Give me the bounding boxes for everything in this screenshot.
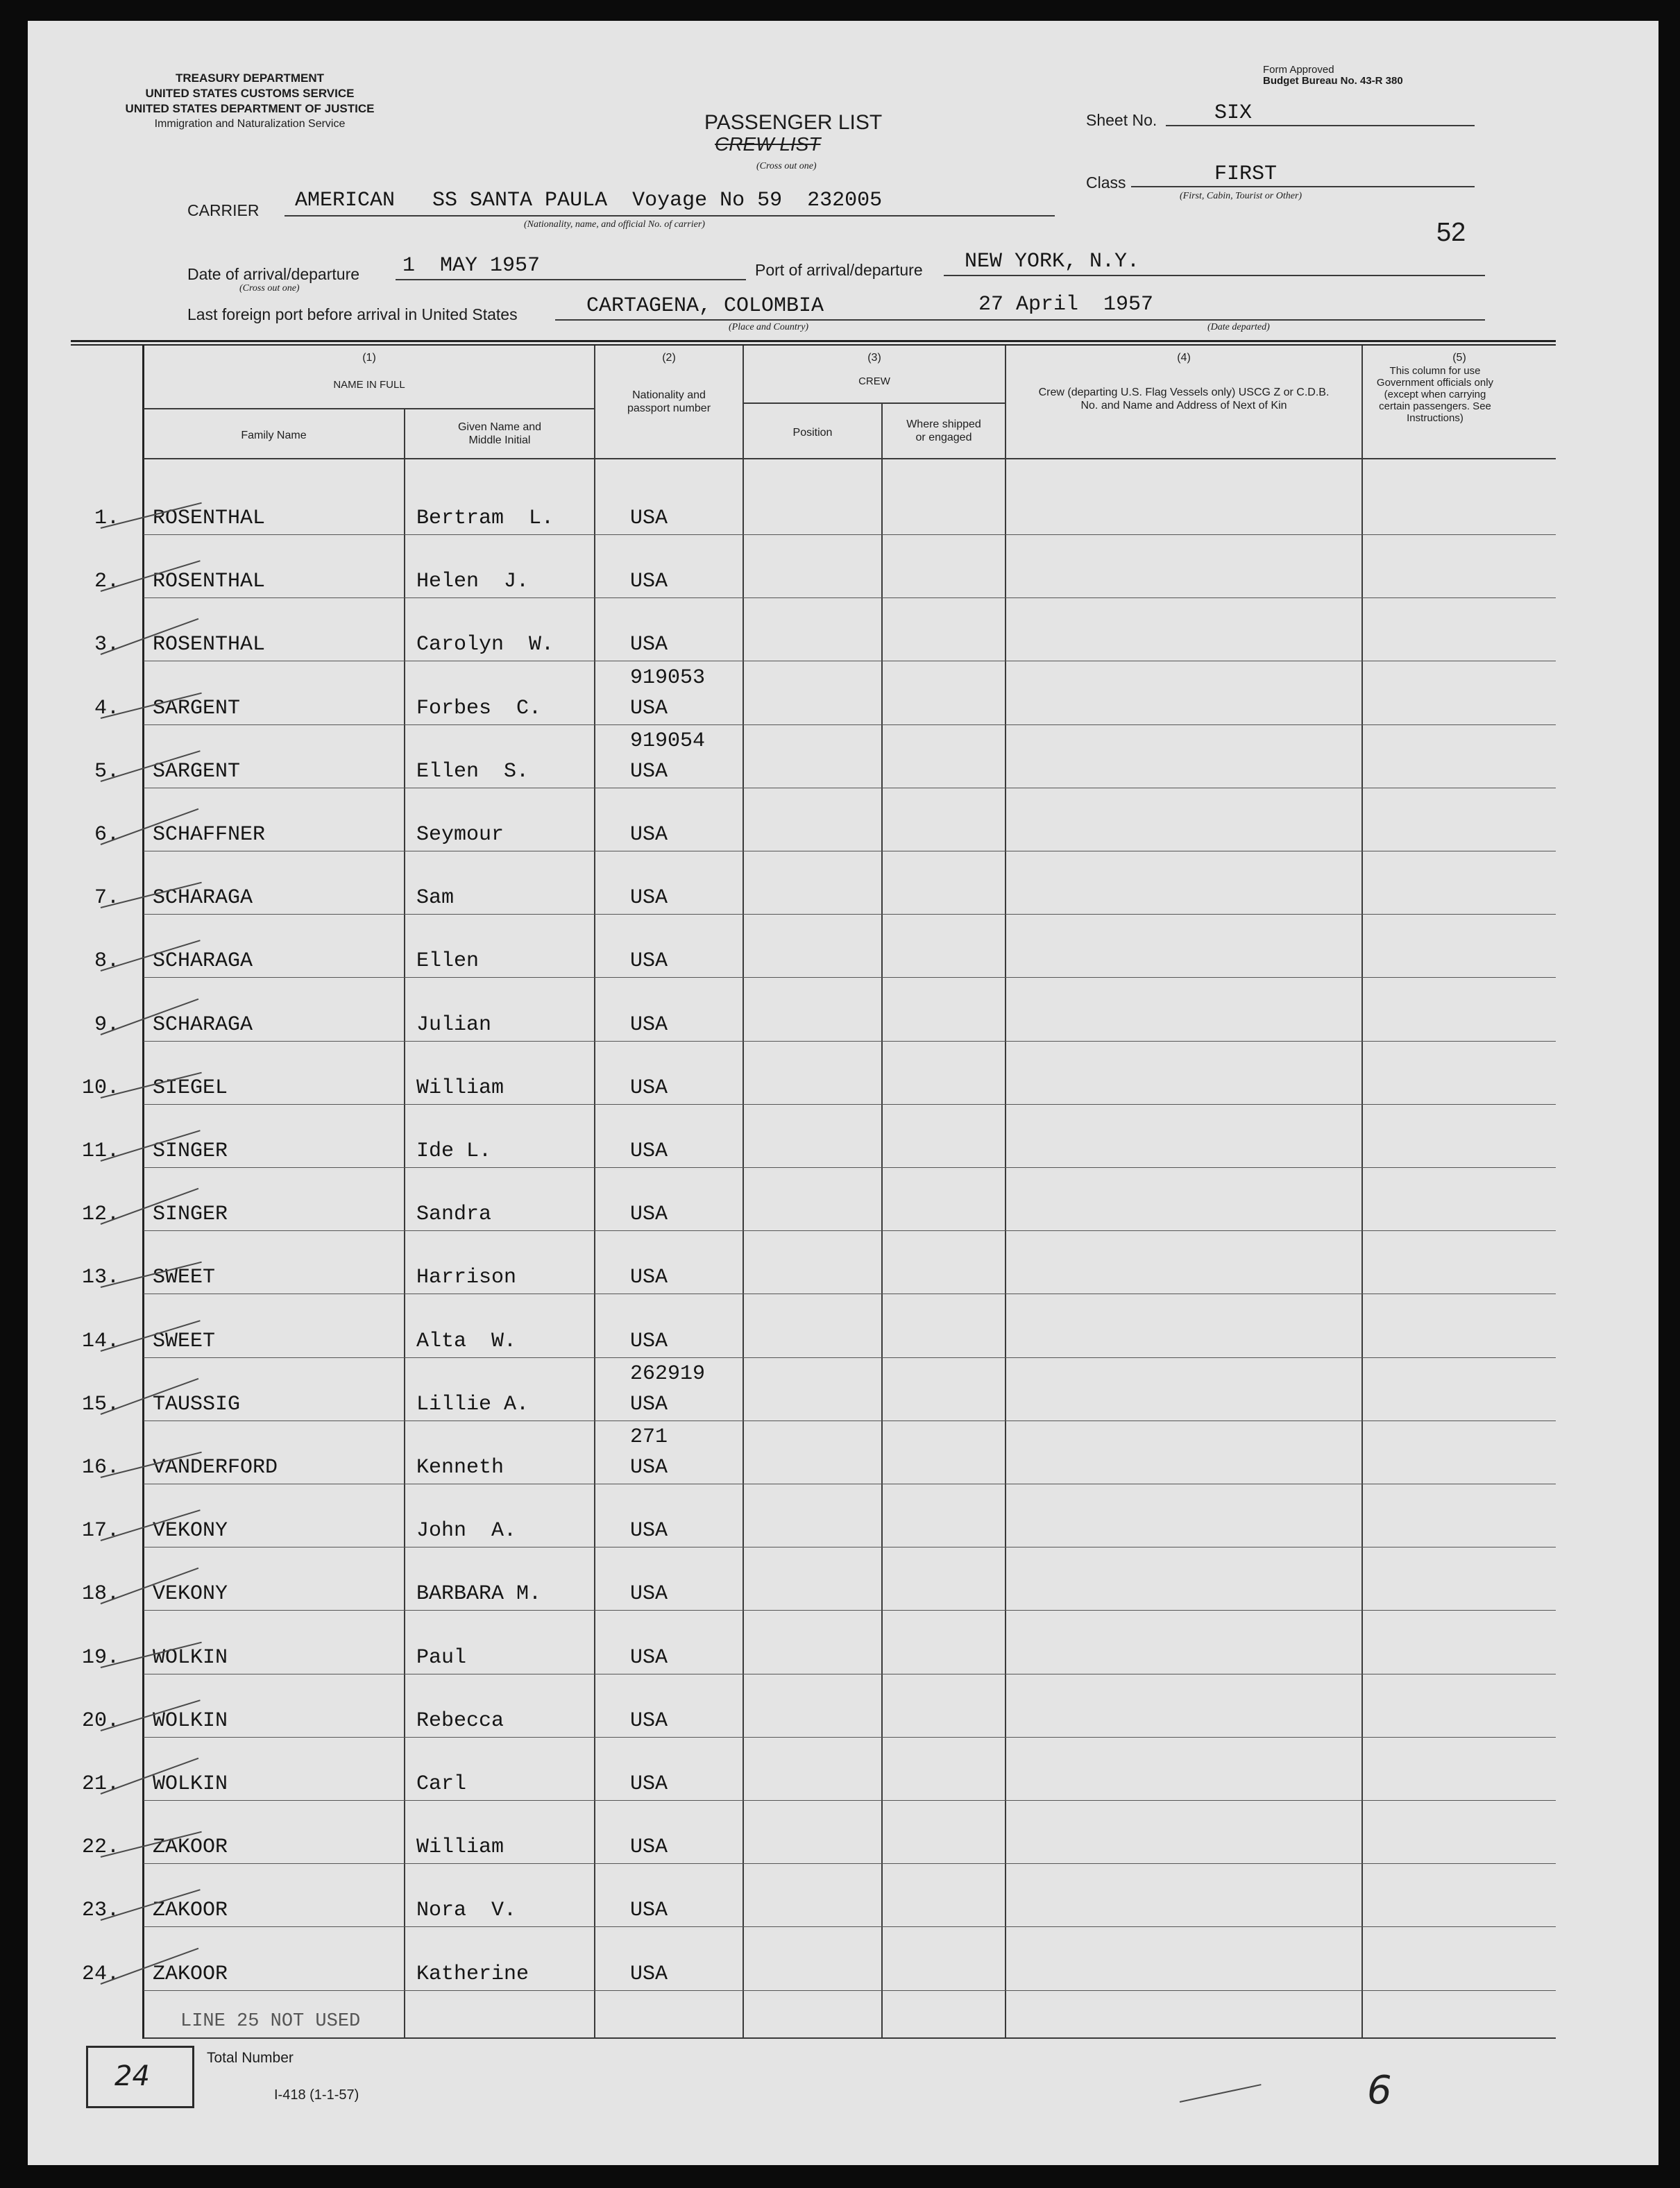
col-crew-rule bbox=[743, 346, 744, 2039]
family-name: TAUSSIG bbox=[153, 1392, 241, 1416]
col-given-header: Given Name and Middle Initial bbox=[457, 421, 542, 446]
last-port-label: Last foreign port before arrival in United States bbox=[187, 305, 518, 323]
col-family-header: Family Name bbox=[241, 430, 307, 441]
table-left-rule bbox=[142, 346, 144, 2039]
family-name: SCHARAGA bbox=[153, 1012, 253, 1037]
nationality: USA bbox=[630, 696, 668, 720]
passport-number: 919054 bbox=[630, 729, 706, 753]
date-value: 1 MAY 1957 bbox=[402, 254, 541, 278]
col1-title: NAME IN FULL bbox=[333, 379, 405, 391]
row-number: 24. bbox=[81, 1962, 119, 1986]
given-name: Julian bbox=[416, 1012, 492, 1037]
row-rule bbox=[144, 534, 1556, 535]
given-name: William bbox=[416, 1835, 504, 1860]
given-name: Sandra bbox=[416, 1203, 492, 1227]
crossed-title-text: CREW LIST bbox=[715, 133, 821, 155]
nationality: USA bbox=[630, 1708, 668, 1733]
row-number: 14. bbox=[81, 1329, 119, 1353]
nationality: USA bbox=[630, 1519, 668, 1543]
given-name: Carl bbox=[416, 1772, 467, 1796]
nationality: USA bbox=[630, 1456, 668, 1479]
passenger-list-form bbox=[28, 21, 1658, 2165]
col2-number: (2) bbox=[662, 352, 676, 364]
col5-number: (5) bbox=[1452, 352, 1466, 364]
family-name: SIEGEL bbox=[153, 1076, 228, 1100]
port-label: Port of arrival/departure bbox=[755, 261, 923, 279]
nationality: USA bbox=[630, 949, 668, 974]
row-number: 1. bbox=[94, 507, 119, 530]
row-rule bbox=[144, 977, 1556, 978]
carrier-note: (Nationality, name, and official No. of carrier) bbox=[524, 219, 705, 230]
row-number: 20. bbox=[81, 1708, 119, 1733]
header-bottom-rule bbox=[144, 458, 1556, 459]
row-rule bbox=[144, 1737, 1556, 1738]
family-name: SCHARAGA bbox=[153, 886, 253, 910]
last-port-underline bbox=[555, 319, 1485, 321]
carrier-underline bbox=[285, 215, 1055, 217]
header-name-subrule bbox=[144, 408, 595, 409]
row-rule bbox=[144, 1926, 1556, 1927]
carrier-label: CARRIER bbox=[187, 201, 260, 219]
nationality: USA bbox=[630, 1645, 668, 1670]
page-number: 52 bbox=[1436, 218, 1466, 247]
col4-number: (4) bbox=[1177, 352, 1191, 364]
family-name: ROSENTHAL bbox=[153, 633, 266, 657]
row-rule bbox=[144, 1800, 1556, 1801]
family-name: VEKONY bbox=[153, 1519, 228, 1543]
nationality: USA bbox=[630, 1076, 668, 1100]
table-top-rule bbox=[71, 340, 1556, 342]
last-port-value: CARTAGENA, COLOMBIA bbox=[586, 294, 824, 318]
department-line: UNITED STATES DEPARTMENT OF JUSTICE bbox=[125, 102, 375, 115]
row-rule bbox=[144, 724, 1556, 725]
total-value: 24 bbox=[114, 2060, 150, 2092]
date-departed-value: 27 April 1957 bbox=[978, 293, 1154, 316]
nationality: USA bbox=[630, 633, 668, 657]
class-value: FIRST bbox=[1214, 162, 1278, 186]
last-port-note: (Place and Country) bbox=[729, 322, 809, 332]
row-number: 5. bbox=[94, 759, 119, 783]
given-name: Rebecca bbox=[416, 1708, 504, 1733]
family-name: WOLKIN bbox=[153, 1645, 228, 1670]
family-name: ROSENTHAL bbox=[153, 507, 266, 530]
class-label: Class bbox=[1086, 173, 1126, 192]
col-position-header: Position bbox=[792, 427, 833, 439]
form-number: I-418 (1-1-57) bbox=[274, 2087, 359, 2103]
nationality: USA bbox=[630, 1772, 668, 1796]
family-name: WOLKIN bbox=[153, 1772, 228, 1796]
given-name: Paul bbox=[416, 1645, 467, 1670]
nationality: USA bbox=[630, 1139, 668, 1163]
nationality: USA bbox=[630, 507, 668, 530]
given-name: Seymour bbox=[416, 823, 504, 847]
row-rule bbox=[144, 1167, 1556, 1168]
row-number: 3. bbox=[94, 633, 119, 657]
date-label: Date of arrival/departure bbox=[187, 265, 360, 283]
given-name: William bbox=[416, 1076, 504, 1100]
row-number: 18. bbox=[81, 1582, 119, 1606]
department-line: TREASURY DEPARTMENT bbox=[175, 71, 325, 85]
nationality: USA bbox=[630, 823, 668, 847]
given-name: Forbes C. bbox=[416, 696, 542, 720]
given-name: Ellen bbox=[416, 949, 480, 974]
department-block bbox=[69, 71, 430, 132]
row-number: 19. bbox=[81, 1645, 119, 1670]
row-number: 15. bbox=[81, 1392, 119, 1416]
department-line: Immigration and Naturalization Service bbox=[154, 118, 346, 130]
col4-title: Crew (departing U.S. Flag Vessels only) USCG Z or C.D.B. No. and Name and Address of Next of Kin bbox=[1038, 387, 1330, 412]
row-rule bbox=[144, 1990, 1556, 1991]
col1-number: (1) bbox=[362, 352, 376, 364]
port-underline bbox=[944, 275, 1485, 276]
table-top-rule-2 bbox=[71, 344, 1556, 346]
col-where-rule bbox=[881, 404, 883, 2039]
row-rule bbox=[144, 597, 1556, 598]
family-name: SARGENT bbox=[153, 759, 241, 783]
family-name: WOLKIN bbox=[153, 1708, 228, 1733]
given-name: Helen J. bbox=[416, 570, 529, 594]
given-name: Harrison bbox=[416, 1266, 517, 1290]
row-number: 17. bbox=[81, 1519, 119, 1543]
nationality: USA bbox=[630, 570, 668, 594]
col-kin-rule bbox=[1005, 346, 1006, 2039]
handwritten-number: 6 bbox=[1367, 2068, 1392, 2113]
family-name: ZAKOOR bbox=[153, 1962, 228, 1986]
nationality: USA bbox=[630, 1329, 668, 1353]
row-rule bbox=[144, 1104, 1556, 1105]
row-rule bbox=[144, 1041, 1556, 1042]
budget-bureau-label: Budget Bureau No. 43-R 380 bbox=[1263, 75, 1403, 87]
nationality: USA bbox=[630, 1392, 668, 1416]
row-rule bbox=[144, 1610, 1556, 1611]
given-name: Nora V. bbox=[416, 1899, 517, 1923]
col2-title: Nationality and passport number bbox=[627, 389, 711, 414]
row-number: 2. bbox=[94, 570, 119, 594]
given-name: Sam bbox=[416, 886, 455, 910]
sheet-value: SIX bbox=[1214, 101, 1253, 125]
family-name: ROSENTHAL bbox=[153, 570, 266, 594]
row-number: 21. bbox=[81, 1772, 119, 1796]
date-underline bbox=[396, 279, 746, 280]
row-number: 10. bbox=[81, 1076, 119, 1100]
row-number: 22. bbox=[81, 1835, 119, 1860]
row-number: 9. bbox=[94, 1012, 119, 1037]
family-name: SARGENT bbox=[153, 696, 241, 720]
nationality: USA bbox=[630, 1012, 668, 1037]
passport-number: 262919 bbox=[630, 1362, 706, 1386]
given-name: Bertram L. bbox=[416, 507, 554, 530]
nationality: USA bbox=[630, 1899, 668, 1923]
date-note: (Cross out one) bbox=[239, 283, 300, 294]
col3-number: (3) bbox=[867, 352, 881, 364]
row-number: 12. bbox=[81, 1203, 119, 1227]
row-rule bbox=[144, 1230, 1556, 1231]
form-approved-label: Form Approved bbox=[1263, 64, 1334, 76]
given-name: Alta W. bbox=[416, 1329, 517, 1353]
nationality: USA bbox=[630, 1835, 668, 1860]
row-number: 8. bbox=[94, 949, 119, 974]
header-crew-subrule bbox=[743, 402, 1005, 404]
given-name: Kenneth bbox=[416, 1456, 504, 1479]
given-name: Lillie A. bbox=[416, 1392, 529, 1416]
sheet-label: Sheet No. bbox=[1086, 111, 1157, 129]
row-number: 7. bbox=[94, 886, 119, 910]
family-name: SCHARAGA bbox=[153, 949, 253, 974]
family-name: VEKONY bbox=[153, 1582, 228, 1606]
row-number: 11. bbox=[81, 1139, 119, 1163]
nationality: USA bbox=[630, 1266, 668, 1290]
footer-pen-stroke bbox=[1180, 2084, 1262, 2103]
family-name: ZAKOOR bbox=[153, 1899, 228, 1923]
total-label: Total Number bbox=[207, 2050, 294, 2066]
nationality: USA bbox=[630, 1203, 668, 1227]
row-rule bbox=[144, 914, 1556, 915]
nationality: USA bbox=[630, 1582, 668, 1606]
family-name: SINGER bbox=[153, 1203, 228, 1227]
family-name: ZAKOOR bbox=[153, 1835, 228, 1860]
row-number: 6. bbox=[94, 823, 119, 847]
col-where-header: Where shipped or engaged bbox=[906, 418, 981, 443]
row-number: 16. bbox=[81, 1456, 119, 1479]
class-underline bbox=[1131, 186, 1475, 187]
row-rule bbox=[144, 1863, 1556, 1864]
family-name: SWEET bbox=[153, 1329, 216, 1353]
family-name: VANDERFORD bbox=[153, 1456, 278, 1479]
port-value: NEW YORK, N.Y. bbox=[965, 250, 1140, 273]
family-name: SCHAFFNER bbox=[153, 823, 266, 847]
col-given-rule bbox=[404, 409, 405, 2039]
col-official-rule bbox=[1361, 346, 1363, 2039]
nationality: USA bbox=[630, 886, 668, 910]
col3-title: CREW bbox=[858, 375, 890, 387]
row-number: 13. bbox=[81, 1266, 119, 1290]
passport-number: 271 bbox=[630, 1425, 668, 1449]
sheet-underline bbox=[1166, 125, 1475, 126]
nationality: USA bbox=[630, 759, 668, 783]
nationality: USA bbox=[630, 1962, 668, 1986]
page-title: PASSENGER LIST bbox=[704, 111, 883, 134]
given-name: BARBARA M. bbox=[416, 1582, 542, 1606]
family-name: SWEET bbox=[153, 1266, 216, 1290]
row-number: 4. bbox=[94, 696, 119, 720]
col5-title: This column for use Government officials only (except when carrying certain passengers. See Instructions) bbox=[1376, 365, 1494, 424]
total-box bbox=[86, 2046, 194, 2108]
given-name: Carolyn W. bbox=[416, 633, 554, 657]
carrier-value: AMERICAN SS SANTA PAULA Voyage No 59 232005 bbox=[295, 189, 883, 212]
date-departed-note: (Date departed) bbox=[1207, 322, 1270, 332]
line-25-note: LINE 25 NOT USED bbox=[180, 2011, 361, 2032]
col-nat-rule bbox=[594, 346, 595, 2039]
department-line: UNITED STATES CUSTOMS SERVICE bbox=[145, 87, 355, 100]
given-name: Ellen S. bbox=[416, 759, 529, 783]
family-name: SINGER bbox=[153, 1139, 228, 1163]
row-rule bbox=[144, 1357, 1556, 1358]
given-name: Katherine bbox=[416, 1962, 529, 1986]
crossed-title bbox=[715, 133, 820, 155]
class-note: (First, Cabin, Tourist or Other) bbox=[1180, 191, 1303, 201]
given-name: John A. bbox=[416, 1519, 517, 1543]
passport-number: 919053 bbox=[630, 665, 706, 690]
row-rule bbox=[144, 1420, 1556, 1421]
table-bottom-rule bbox=[144, 2037, 1556, 2039]
row-number: 23. bbox=[81, 1899, 119, 1923]
given-name: Ide L. bbox=[416, 1139, 492, 1163]
cross-out-note: (Cross out one) bbox=[756, 161, 817, 171]
